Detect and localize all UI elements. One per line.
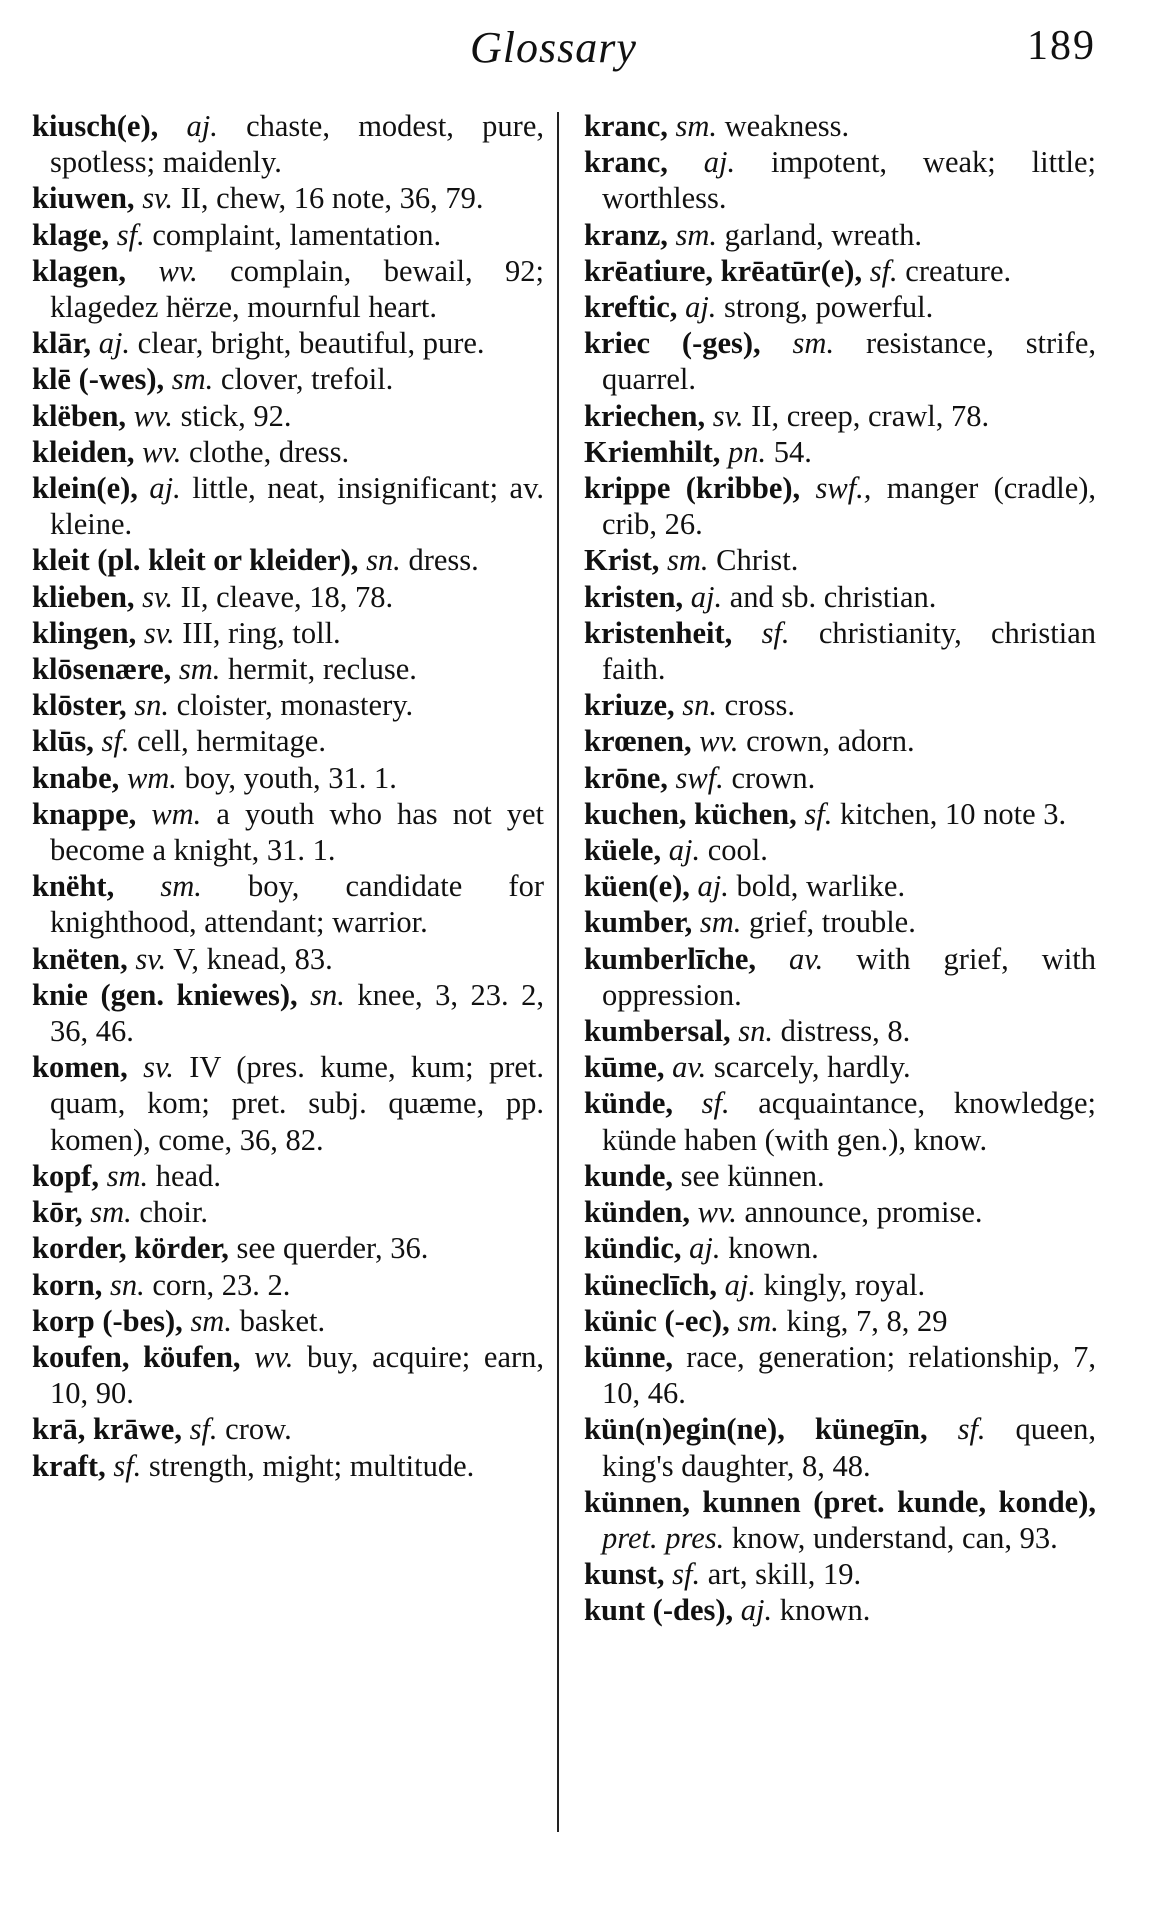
- headword: küen(e),: [584, 869, 690, 904]
- grammar-label: sm.: [106, 1158, 149, 1193]
- headword: koufen, köufen,: [32, 1339, 241, 1374]
- headword: knabe,: [32, 760, 120, 795]
- headword: krēatiure, krēatūr(e),: [584, 253, 863, 288]
- glossary-entry: [32, 108, 544, 180]
- headword: klē (-wes),: [32, 362, 165, 397]
- definition: clover, trefoil.: [220, 362, 394, 397]
- grammar-label: sv.: [142, 181, 173, 216]
- glossary-entry: [32, 470, 544, 542]
- headword: krōne,: [584, 760, 668, 795]
- grammar-label: sv.: [142, 579, 173, 614]
- grammar-label: wv.: [158, 253, 198, 288]
- headword: kranc,: [584, 109, 668, 143]
- definition: complaint, lamentation.: [152, 217, 442, 252]
- grammar-label: sn.: [134, 688, 169, 723]
- glossary-entry: [32, 1411, 544, 1447]
- glossary-entry: [32, 253, 544, 325]
- definition: race, generation; relationship, 7, 10, 46.: [602, 1339, 1096, 1411]
- definition: III, ring, toll.: [182, 615, 341, 650]
- grammar-label: aj.: [98, 326, 131, 361]
- glossary-entry: [32, 1448, 544, 1484]
- glossary-entry: [584, 941, 1096, 1013]
- headword: kunst,: [584, 1557, 665, 1592]
- glossary-entry: [584, 398, 1096, 434]
- glossary-entry: [584, 1013, 1096, 1049]
- glossary-entry: [584, 253, 1096, 289]
- headword: krippe (kribbe),: [584, 471, 801, 506]
- grammar-label: sm.: [699, 905, 742, 940]
- grammar-label: sf.: [116, 217, 145, 252]
- grammar-label: sn.: [310, 977, 345, 1012]
- headword: klōsenære,: [32, 652, 172, 687]
- definition: bold, warlike.: [736, 869, 906, 904]
- headword: komen,: [32, 1050, 128, 1085]
- glossary-entry: [584, 108, 1096, 144]
- glossary-entry: [584, 832, 1096, 868]
- definition: cell, hermitage.: [137, 724, 326, 759]
- glossary-entry: [32, 868, 544, 940]
- definition: garland, wreath.: [724, 217, 922, 252]
- headword: klagen,: [32, 253, 127, 288]
- glossary-entry: [584, 1303, 1096, 1339]
- grammar-label: wm.: [151, 796, 202, 831]
- headword: kunt (-des),: [584, 1593, 734, 1628]
- headword: künden,: [584, 1195, 690, 1230]
- definition: kingly, royal.: [763, 1267, 926, 1302]
- headword: kūme,: [584, 1050, 665, 1085]
- grammar-label: sm.: [171, 362, 214, 397]
- definition: known.: [728, 1231, 819, 1266]
- headword: kranc,: [584, 145, 668, 180]
- headword: klieben,: [32, 579, 135, 614]
- glossary-entry: [584, 687, 1096, 723]
- definition: know, understand, can, 93.: [731, 1520, 1058, 1555]
- grammar-label: aj.: [697, 869, 729, 904]
- glossary-entry: [584, 1339, 1096, 1411]
- grammar-label: sm.: [675, 109, 718, 143]
- definition: grief, trouble.: [748, 905, 916, 940]
- definition: impotent, weak; little; worthless.: [602, 145, 1096, 216]
- headword: kün(n)egin(ne), künegīn,: [584, 1412, 928, 1447]
- headword: künne,: [584, 1339, 674, 1374]
- page-number: 189: [1027, 23, 1096, 69]
- glossary-entry: [32, 941, 544, 977]
- grammar-label: aj.: [689, 1231, 721, 1266]
- glossary-entry: [32, 1158, 544, 1194]
- definition: kitchen, 10 note 3.: [839, 796, 1067, 831]
- glossary-entry: [584, 723, 1096, 759]
- definition: corn, 23. 2.: [152, 1267, 291, 1302]
- definition: basket.: [239, 1303, 326, 1338]
- glossary-entry: [584, 434, 1096, 470]
- definition: strength, might; multitude.: [148, 1448, 475, 1483]
- column-divider: [557, 112, 559, 1832]
- grammar-label: aj.: [685, 290, 717, 325]
- headword: künnen, kunnen (pret. kunde, konde),: [584, 1484, 1096, 1519]
- headword: korn,: [32, 1267, 103, 1302]
- grammar-label: sf.: [113, 1448, 142, 1483]
- grammar-label: sf.: [189, 1412, 218, 1447]
- glossary-entry: [32, 542, 544, 578]
- right-column: [584, 108, 1096, 1629]
- glossary-entry: [584, 1194, 1096, 1230]
- headword: kleit (pl. kleit or kleider),: [32, 543, 359, 578]
- grammar-label: aj.: [690, 579, 723, 614]
- glossary-entry: [584, 470, 1096, 542]
- definition: stick, 92.: [180, 398, 292, 433]
- glossary-entry: [584, 760, 1096, 796]
- definition: dress.: [408, 543, 479, 578]
- glossary-entry: [584, 325, 1096, 397]
- glossary-entry: [584, 579, 1096, 615]
- grammar-label: sv.: [143, 1050, 174, 1085]
- definition: cross.: [724, 688, 795, 723]
- glossary-entry: [584, 1411, 1096, 1483]
- grammar-label: sf.: [672, 1557, 701, 1592]
- headword: kristen,: [584, 579, 684, 614]
- headword: kreftic,: [584, 290, 678, 325]
- definition: art, skill, 19.: [707, 1557, 862, 1592]
- definition: distress, 8.: [780, 1014, 911, 1049]
- headword: korp (-bes),: [32, 1303, 183, 1338]
- definition: buy, acquire; earn, 10, 90.: [50, 1339, 545, 1411]
- glossary-entry: [32, 434, 544, 470]
- definition: II, cleave, 18, 78.: [180, 579, 394, 614]
- definition: Christ.: [716, 543, 799, 578]
- glossary-entry: [32, 687, 544, 723]
- definition: christianity, christian faith.: [602, 615, 1097, 687]
- grammar-label: swf.: [675, 760, 724, 795]
- grammar-label: sn.: [738, 1014, 773, 1049]
- headword: küneclīch,: [584, 1267, 718, 1302]
- definition: scarcely, hardly.: [713, 1050, 911, 1085]
- grammar-label: sf.: [701, 1086, 730, 1121]
- definition: queen, king's daughter, 8, 48.: [602, 1412, 1096, 1483]
- definition: chaste, modest, pure, spotless; maidenly.: [50, 109, 544, 180]
- headword: kunde,: [584, 1158, 674, 1193]
- page-header: [0, 14, 1156, 74]
- definition: resistance, strife, quarrel.: [602, 326, 1096, 397]
- headword: künde,: [584, 1086, 674, 1121]
- definition: little, neat, insignificant; av. kleine.: [50, 471, 544, 542]
- grammar-label: sf.: [957, 1412, 986, 1447]
- headword: kriechen,: [584, 398, 706, 433]
- grammar-label: wv.: [254, 1339, 294, 1374]
- definition: cool.: [707, 833, 768, 868]
- glossary-entry: [584, 1267, 1096, 1303]
- definition: II, creep, crawl, 78.: [751, 398, 990, 433]
- glossary-entry: [32, 796, 544, 868]
- grammar-label: sm.: [792, 326, 835, 361]
- definition: boy, candidate for knighthood, attendant; warrior.: [50, 869, 544, 940]
- definition: weakness.: [724, 109, 850, 143]
- glossary-entry: [32, 615, 544, 651]
- grammar-label: aj.: [703, 145, 736, 180]
- grammar-label: sv.: [135, 941, 167, 976]
- grammar-label: pret. pres.: [602, 1520, 725, 1555]
- grammar-label: wm.: [126, 760, 177, 795]
- grammar-label: aj.: [149, 471, 181, 506]
- grammar-label: sm.: [160, 869, 202, 904]
- headword: Krist,: [584, 543, 660, 578]
- grammar-label: sm.: [190, 1303, 232, 1338]
- definition: strong, powerful.: [724, 290, 934, 325]
- left-column: [32, 108, 544, 1484]
- definition: cloister, monastery.: [176, 688, 414, 723]
- glossary-entry: [32, 180, 544, 216]
- grammar-label: aj.: [668, 833, 701, 868]
- definition: and sb. christian.: [729, 579, 937, 614]
- glossary-entry: [32, 723, 544, 759]
- glossary-entry: [32, 977, 544, 1049]
- grammar-label: sf.: [761, 615, 790, 650]
- glossary-entry: [584, 1592, 1096, 1628]
- glossary-entry: [32, 651, 544, 687]
- glossary-entry: [584, 1158, 1096, 1194]
- glossary-entry: [584, 144, 1096, 216]
- glossary-entry: [32, 1267, 544, 1303]
- glossary-entry: [32, 579, 544, 615]
- headword: korder, körder,: [32, 1231, 229, 1266]
- definition: known.: [779, 1593, 871, 1628]
- headword: künic (-ec),: [584, 1303, 730, 1338]
- grammar-label: wv.: [133, 398, 173, 433]
- grammar-label: sf.: [804, 796, 833, 831]
- glossary-entry: [32, 325, 544, 361]
- grammar-label: sv.: [712, 398, 744, 433]
- glossary-entry: [584, 1556, 1096, 1592]
- glossary-entry: [584, 1484, 1096, 1556]
- headword: knappe,: [32, 796, 137, 831]
- headword: klein(e),: [32, 471, 138, 506]
- headword: kiusch(e),: [32, 109, 159, 143]
- headword: klingen,: [32, 615, 137, 650]
- definition: 54.: [773, 434, 812, 469]
- grammar-label: av.: [789, 941, 824, 976]
- grammar-label: wv.: [697, 1195, 737, 1230]
- glossary-entry: [32, 361, 544, 397]
- definition: clear, bright, beautiful, pure.: [137, 326, 485, 361]
- definition: acquaintance, knowledge; künde haben (with gen.), know.: [602, 1086, 1096, 1157]
- definition: boy, youth, 31. 1.: [184, 760, 397, 795]
- glossary-entry: [32, 1303, 544, 1339]
- glossary-entry: [584, 542, 1096, 578]
- headword: kristenheit,: [584, 615, 733, 650]
- headword: kriec (-ges),: [584, 326, 761, 361]
- glossary-entry: [32, 398, 544, 434]
- definition: complain, bewail, 92; klagedez hërze, mournful heart.: [50, 253, 545, 325]
- headword: klūs,: [32, 724, 94, 759]
- glossary-entry: [584, 1230, 1096, 1266]
- headword: küele,: [584, 833, 662, 868]
- headword: kuchen, küchen,: [584, 796, 797, 831]
- grammar-label: sf.: [869, 253, 898, 288]
- definition: manger (cradle), crib, 26.: [602, 471, 1097, 542]
- headword: krā, krāwe,: [32, 1412, 182, 1447]
- definition: head.: [155, 1158, 221, 1193]
- glossary-entry: [584, 868, 1096, 904]
- headword: kranz,: [584, 217, 668, 252]
- grammar-label: sm.: [675, 217, 718, 252]
- definition: a youth who has not yet become a knight, 31. 1.: [50, 796, 545, 868]
- grammar-label: sn.: [366, 543, 401, 578]
- definition: hermit, recluse.: [228, 652, 417, 687]
- glossary-entry: [584, 289, 1096, 325]
- headword: knie (gen. kniewes),: [32, 977, 298, 1012]
- grammar-label: sn.: [109, 1267, 145, 1302]
- definition: IV (pres. kume, kum; pret. quam, kom; pret. subj. quæme, pp. komen), come, 36, 82.: [50, 1050, 545, 1157]
- definition: with grief, with oppression.: [602, 941, 1097, 1012]
- grammar-label: sf.: [101, 724, 130, 759]
- definition: crown, adorn.: [746, 724, 915, 759]
- glossary-entry: [584, 1049, 1096, 1085]
- headword: kumberlīche,: [584, 941, 756, 976]
- headword: kündic,: [584, 1231, 682, 1266]
- grammar-label: aj.: [724, 1267, 757, 1302]
- glossary-entry: [32, 1194, 544, 1230]
- glossary-entry: [32, 760, 544, 796]
- grammar-label: wv.: [699, 724, 739, 759]
- definition: knee, 3, 23. 2, 36, 46.: [50, 977, 545, 1049]
- grammar-label: wv.: [142, 434, 182, 469]
- glossary-entry: [32, 1339, 544, 1411]
- definition: announce, promise.: [744, 1195, 983, 1230]
- running-title: Glossary: [470, 23, 637, 72]
- glossary-entry: [584, 615, 1096, 687]
- glossary-entry: [32, 1049, 544, 1158]
- definition: choir.: [139, 1195, 208, 1230]
- grammar-label: sn.: [682, 688, 718, 723]
- definition: crown.: [731, 760, 816, 795]
- grammar-label: av.: [672, 1050, 707, 1085]
- definition: see querder, 36.: [236, 1231, 429, 1266]
- headword: kōr,: [32, 1195, 83, 1230]
- glossary-entry: [584, 796, 1096, 832]
- glossary-entry: [32, 217, 544, 253]
- definition: king, 7, 8, 29: [786, 1303, 948, 1338]
- headword: kumbersal,: [584, 1014, 731, 1049]
- grammar-label: swf.,: [815, 471, 872, 506]
- glossary-entry: [584, 904, 1096, 940]
- grammar-label: sv.: [143, 615, 175, 650]
- grammar-label: sm.: [667, 543, 709, 578]
- headword: kumber,: [584, 905, 693, 940]
- headword: kraft,: [32, 1448, 106, 1483]
- glossary-entry: [32, 1230, 544, 1266]
- grammar-label: aj.: [186, 109, 218, 143]
- headword: krœnen,: [584, 724, 692, 759]
- grammar-label: sm.: [178, 652, 221, 687]
- headword: kopf,: [32, 1158, 99, 1193]
- grammar-label: sm.: [737, 1303, 779, 1338]
- headword: kriuze,: [584, 688, 675, 723]
- definition: creature.: [905, 253, 1012, 288]
- headword: knëht,: [32, 869, 115, 904]
- definition: see künnen.: [680, 1158, 825, 1193]
- headword: klëben,: [32, 398, 127, 433]
- glossary-entry: [584, 217, 1096, 253]
- glossary-entry: [584, 1085, 1096, 1157]
- grammar-label: sm.: [90, 1195, 132, 1230]
- grammar-label: aj.: [740, 1593, 773, 1628]
- headword: klage,: [32, 217, 110, 252]
- definition: clothe, dress.: [189, 434, 350, 469]
- grammar-label: pn.: [728, 434, 767, 469]
- headword: Kriemhilt,: [584, 434, 721, 469]
- definition: II, chew, 16 note, 36, 79.: [180, 181, 484, 216]
- headword: klōster,: [32, 688, 127, 723]
- definition: crow.: [225, 1412, 292, 1447]
- headword: klār,: [32, 326, 92, 361]
- definition: V, knead, 83.: [173, 941, 333, 976]
- headword: knëten,: [32, 941, 128, 976]
- headword: kiuwen,: [32, 181, 135, 216]
- headword: kleiden,: [32, 434, 135, 469]
